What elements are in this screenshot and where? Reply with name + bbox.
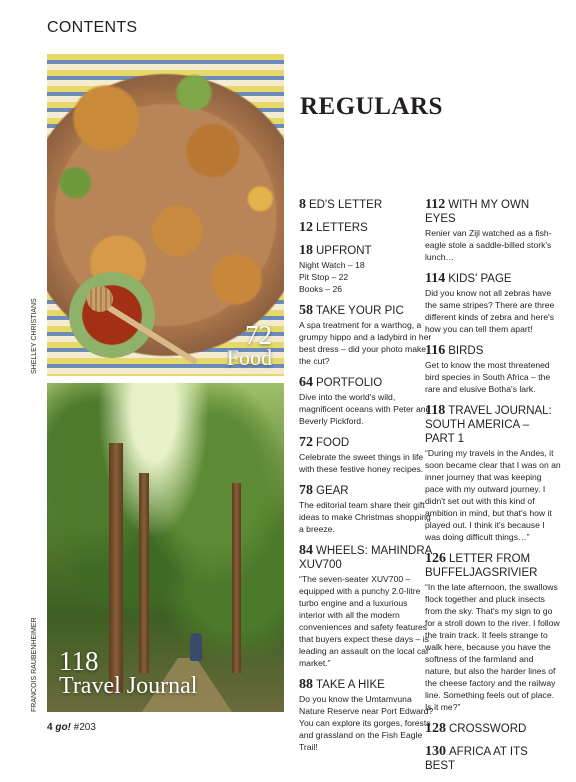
entry-heading: AFRICA AT ITS BEST	[425, 746, 528, 772]
entry-page-number: 128	[425, 721, 446, 736]
entry-title	[299, 544, 435, 572]
entry-heading: UPFRONT	[316, 245, 372, 257]
contents-entry[interactable]	[299, 484, 435, 535]
entry-heading: TAKE A HIKE	[316, 679, 385, 691]
entry-page-number: 88	[299, 677, 313, 692]
contents-entry[interactable]	[425, 745, 561, 773]
tree-trunk	[109, 443, 123, 693]
footer-issue: #203	[73, 722, 96, 733]
entry-description: Do you know the Umtamvuna Nature Reserve near Port Edward? You can explore its gorges, forests and grassland on the Fish Eagle Trail!	[299, 694, 434, 752]
entry-title	[299, 484, 435, 498]
entry-title	[425, 344, 561, 358]
entry-heading: CROSSWORD	[449, 723, 527, 735]
entry-page-number: 112	[425, 197, 446, 212]
entry-heading: BIRDS	[448, 345, 484, 357]
entry-heading: ED'S LETTER	[309, 199, 383, 211]
travel-label: Travel Journal	[59, 673, 198, 699]
entry-heading: KIDS' PAGE	[448, 273, 512, 285]
sub-item: Books – 26	[299, 284, 342, 294]
entry-heading: FOOD	[316, 437, 350, 449]
entry-page-number: 78	[299, 483, 313, 498]
contents-entry[interactable]	[425, 198, 561, 263]
entry-heading: TAKE YOUR PIC	[316, 305, 404, 317]
entry-page-number: 114	[425, 271, 446, 286]
entry-title	[425, 404, 561, 446]
entry-title	[425, 745, 561, 773]
entry-page-number: 58	[299, 303, 313, 318]
entry-title	[425, 552, 561, 580]
food-page-number: 72	[245, 320, 272, 350]
travel-photo	[47, 383, 284, 712]
section-title: REGULARS	[300, 93, 443, 120]
entry-page-number: 118	[425, 403, 446, 418]
entry-description: Dive into the world's wild, magnificent oceans with Peter and Beverly Pickford.	[299, 392, 431, 426]
travel-photo-credit: FRANCOIS RAUBENHEIMER	[31, 617, 38, 712]
entry-description: “During my travels in the Andes, it soon became clear that I was on an inner journey that was keeping pace with my outward journey. I didn't set out with this kind of ambition in mind, but that's how it played out. I think it's because I was doing difficult things…”	[425, 448, 561, 542]
travel-page-number: 118	[59, 646, 99, 676]
footer-magazine-name: go!	[55, 722, 71, 733]
sub-item: Night Watch – 18	[299, 260, 365, 270]
entry-page-number: 8	[299, 197, 306, 212]
entry-page-number: 130	[425, 744, 446, 759]
contents-entry[interactable]	[425, 722, 561, 736]
page-header-contents: CONTENTS	[47, 19, 138, 36]
entry-description: “In the late afternoon, the swallows flock together and pluck insects from the sky. That's my sign to go for a stroll down to the river. I follow the train track. It feels strange to walk here, because you have the softness of the farmland and nature, but also the harder lines of the cheese factory and the railway line. Something feels out of place. Is it me?”	[425, 582, 560, 712]
entry-title	[425, 198, 561, 226]
entry-heading: GEAR	[316, 485, 349, 497]
entry-title	[299, 376, 435, 390]
contents-column-left	[299, 198, 435, 762]
entry-page-number: 116	[425, 343, 446, 358]
entry-description: The editorial team share their gift ideas to make Christmas shopping a breeze.	[299, 500, 431, 534]
contents-entry[interactable]	[425, 404, 561, 543]
contents-entry[interactable]	[299, 544, 435, 669]
entry-page-number: 18	[299, 243, 313, 258]
contents-entry[interactable]	[299, 436, 435, 475]
entry-heading: TRAVEL JOURNAL: SOUTH AMERICA – PART 1	[425, 405, 552, 445]
contents-entry[interactable]	[299, 678, 435, 753]
entry-description: Get to know the most threatened bird species in South Africa – the rare and elusive Botha's lark.	[425, 360, 551, 394]
contents-entry[interactable]	[425, 272, 561, 335]
entry-heading: WHEELS: MAHINDRA XUV700	[299, 545, 432, 571]
entry-description: Renier van Zijl watched as a fish-eagle stole a saddle-billed stork's lunch…	[425, 228, 552, 262]
contents-entry[interactable]	[299, 244, 435, 295]
honey-bowl-image	[69, 272, 155, 358]
honey-dipper-head	[87, 286, 113, 312]
entry-title	[299, 304, 435, 318]
page-footer	[47, 722, 96, 733]
sub-item: Pit Stop – 22	[299, 272, 349, 282]
contents-entry[interactable]	[299, 376, 435, 427]
contents-column-right	[425, 198, 561, 782]
entry-title	[299, 221, 435, 235]
entry-description: Did you know not all zebras have the same stripes? There are three different kinds of zebra and here's how you can tell them apart!	[425, 288, 555, 334]
entry-heading: WITH MY OWN EYES	[425, 199, 530, 225]
food-label: Food	[226, 345, 272, 370]
entry-page-number: 12	[299, 220, 313, 235]
contents-entry[interactable]	[425, 344, 561, 395]
food-photo	[47, 54, 284, 376]
entry-heading: LETTER FROM BUFFELJAGSRIVIER	[425, 553, 538, 579]
entry-title	[299, 436, 435, 450]
footer-page-number: 4	[47, 722, 53, 733]
entry-title	[425, 272, 561, 286]
entry-heading: LETTERS	[316, 222, 368, 234]
entry-title	[299, 244, 435, 258]
entry-description: Celebrate the sweet things in life with these festive honey recipes.	[299, 452, 424, 474]
entry-page-number: 126	[425, 551, 446, 566]
entry-description: “The seven-seater XUV700 – equipped with a punchy 2.0-litre turbo engine and a luxurious interior with all the modern conveniences and safety features that buyers expect these days – is leading an assault on the local car market.”	[299, 574, 429, 668]
tree-trunk	[232, 483, 241, 673]
entry-page-number: 84	[299, 543, 313, 558]
tree-trunk	[139, 473, 149, 673]
entry-title	[425, 722, 561, 736]
food-photo-credit: SHELLEY CHRISTIANS	[31, 298, 38, 374]
contents-entry[interactable]	[299, 304, 435, 367]
entry-title	[299, 198, 435, 212]
entry-page-number: 72	[299, 435, 313, 450]
contents-entry[interactable]	[299, 198, 435, 212]
hiker-figure	[190, 633, 202, 661]
contents-entry[interactable]	[425, 552, 561, 713]
entry-description: A spa treatment for a warthog, a grumpy hippo and a ladybird in her best dress – did your photo make the cut?	[299, 320, 432, 366]
entry-page-number: 64	[299, 375, 313, 390]
entry-heading: PORTFOLIO	[316, 377, 383, 389]
contents-entry[interactable]	[299, 221, 435, 235]
entry-title	[299, 678, 435, 692]
upfront-sub-list	[299, 259, 435, 295]
